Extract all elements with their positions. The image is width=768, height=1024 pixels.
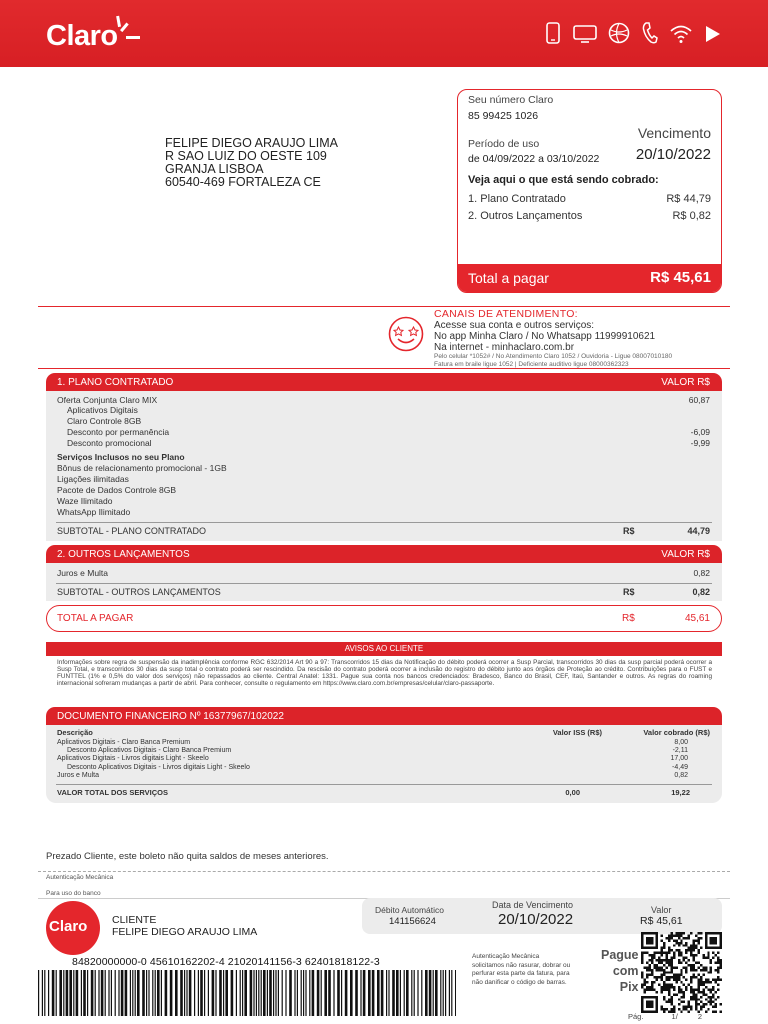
barcode (38, 970, 456, 1016)
periodo-value: de 04/09/2022 a 03/10/2022 (468, 153, 600, 165)
servico-item: Bônus de relacionamento promocional - 1GB (57, 463, 227, 473)
total-pagar-value: 45,61 (684, 613, 710, 624)
play-icon[interactable] (705, 25, 721, 43)
plano-subtotal-currency: R$ (623, 526, 635, 536)
documento-divider (56, 784, 712, 785)
documento-row-value: 8,00 (674, 739, 688, 746)
tv-icon[interactable] (573, 25, 597, 43)
total-a-pagar-bar (458, 264, 721, 292)
canais-atendimento (434, 308, 734, 369)
cut-line (38, 871, 730, 872)
customer-street: R SAO LUIZ DO OESTE 109 (165, 149, 327, 163)
documento-col-cobrado: Valor cobrado (R$) (643, 728, 710, 737)
logo-rays-icon (113, 14, 143, 44)
avisos-text: Informações sobre regra de suspensão da inadimplência conforme RGC 632/2014 Art 90 a 97: Transcorridos 15 dias da Notificação do débito poderá ocorrer a Susp Parcial, transcorridos 30 dias da susp parcial poderá ocorrer a Susp Total, e transcorridos 30 dias da susp total o contrato poderá ser rescindido. Da rescisão do contrato poderá ocorrer a inclusão do registro do débito junto aos órgãos de Proteção ao crédito. Contribuições para o FUST e FUNTTEL (1% e 0,5% do valor dos serviços) não repassados ao cliente. Central Anatel: 1331. Pague sua conta nos bancos credenciados: Bradesco, Banco do Brasil, CEF, Itaú, Santander e outros. As regras do roaming internacional sofreram mudanças a partir de abril. Para conhecer, consulte o regulamento em https://www.claro.com.br/empresas/celular/claro-passaporte. (57, 659, 712, 687)
vencimento-value: 20/10/2022 (635, 146, 711, 163)
documento-section-header (46, 707, 722, 725)
plano-row-value: -6,09 (690, 427, 710, 437)
page-current: 1/ (671, 1012, 678, 1021)
page-label: Pág. (628, 1012, 644, 1021)
canais-title: CANAIS DE ATENDIMENTO: (434, 308, 578, 320)
plano-title: 1. PLANO CONTRATADO (57, 377, 174, 388)
plano-section-body (46, 391, 722, 541)
documento-total-label: VALOR TOTAL DOS SERVIÇOS (57, 788, 168, 797)
servico-item: Waze Ilimitado (57, 496, 113, 506)
customer-district: GRANJA LISBOA (165, 162, 264, 176)
data-vencimento-label: Data de Vencimento (492, 900, 574, 910)
periodo-label: Período de uso (468, 138, 540, 150)
documento-row-value: -4,49 (672, 764, 688, 771)
outros-value-header: VALOR R$ (661, 549, 710, 560)
pix-line2: com (612, 964, 639, 978)
valor-label: Valor (651, 905, 672, 915)
summary-item-plano-value: R$ 44,79 (666, 193, 711, 205)
autenticacao-note: Autenticação Mecânica solicitamos não rasurar, dobrar ou perfurar esta parte da fatura, para não danificar o código de barras. (472, 953, 571, 986)
summary-item-outros-label: 2. Outros Lançamentos (468, 210, 583, 222)
plano-row-value: -9,99 (690, 438, 710, 448)
plano-row: Desconto promocional (67, 438, 152, 448)
outros-row-value: 0,82 (693, 568, 710, 578)
documento-total-iss: 0,00 (565, 788, 580, 797)
payment-info-box (362, 898, 722, 934)
documento-title: DOCUMENTO FINANCEIRO Nº 16377967/102022 (57, 711, 284, 722)
pix-line1: Pague (601, 948, 639, 962)
claro-bank-logo (46, 901, 100, 955)
plano-row: Desconto por permanência (67, 427, 170, 437)
mobile-icon[interactable] (546, 22, 560, 44)
plano-row: Oferta Conjunta Claro MIX (57, 395, 158, 405)
smiley-icon (388, 316, 424, 352)
cliente-nome: FELIPE DIEGO ARAUJO LIMA (112, 926, 258, 938)
documento-col-iss: Valor ISS (R$) (552, 728, 602, 737)
outros-subtotal-value: 0,82 (692, 587, 710, 597)
pague-com-pix (601, 947, 639, 995)
wifi-icon[interactable] (669, 24, 693, 44)
claro-logo: Claro (46, 20, 118, 52)
outros-title: 2. OUTROS LANÇAMENTOS (57, 549, 190, 560)
total-label: Total a pagar (468, 270, 549, 286)
documento-row: Aplicativos Digitais - Claro Banca Premium (57, 739, 191, 746)
outros-divider (56, 583, 712, 584)
debito-value: 141156624 (389, 916, 436, 927)
cliente-label: CLIENTE (112, 914, 157, 926)
customer-address (165, 137, 338, 189)
uso-banco-label: Para uso do banco (46, 890, 101, 897)
plano-value-header: VALOR R$ (661, 377, 710, 388)
documento-row-value: 0,82 (674, 772, 688, 779)
documento-row: Aplicativos Digitais - Livros digitais Light - Skeelo (57, 755, 209, 762)
outros-subtotal-label: SUBTOTAL - OUTROS LANÇAMENTOS (57, 587, 221, 597)
total-pagar-label: TOTAL A PAGAR (57, 613, 134, 624)
canais-small2: Fatura em braile ligue 1052 | Deficiente auditivo ligue 08000362323 (434, 361, 629, 368)
plano-subtotal-label: SUBTOTAL - PLANO CONTRATADO (57, 526, 207, 536)
plano-row: Aplicativos Digitais (67, 405, 138, 415)
internet-icon[interactable] (608, 22, 630, 44)
customer-city: 60540-469 FORTALEZA CE (165, 175, 321, 189)
data-vencimento-value: 20/10/2022 (498, 911, 574, 928)
phone-icon[interactable] (642, 22, 658, 44)
documento-row: Desconto Aplicativos Digitais - Claro Banca Premium (67, 747, 232, 754)
outros-subtotal-currency: R$ (623, 587, 635, 597)
avisos-title: AVISOS AO CLIENTE (46, 642, 722, 656)
plano-divider (56, 522, 712, 523)
page-total: 2 (697, 1012, 703, 1021)
linha-digitavel: 84820000000-0 45610162202-4 21020141156-3 62401818122-3 (72, 956, 380, 968)
plano-row-value: 60,87 (688, 395, 710, 405)
servico-item: Ligações ilimitadas (57, 474, 129, 484)
canais-line2: No app Minha Claro / No Whatsapp 11999910621 (434, 331, 656, 342)
debito-label: Débito Automático (375, 905, 444, 915)
servico-item: WhatsApp Ilimitado (57, 507, 131, 517)
documento-row-value: 17,00 (670, 755, 688, 762)
documento-row: Desconto Aplicativos Digitais - Livros digitais Light - Skeelo (67, 764, 250, 771)
autenticacao-label: Autenticação Mecânica (46, 874, 114, 881)
outros-row: Juros e Multa (57, 568, 109, 578)
outros-section-header (46, 545, 722, 563)
total-pagar-currency: R$ (622, 613, 635, 624)
pix-line3: Pix (619, 980, 639, 994)
plano-section-header (46, 373, 722, 391)
summary-item-outros-value: R$ 0,82 (672, 210, 711, 222)
documento-section-body (46, 725, 722, 803)
prezado-notice: Prezado Cliente, este boleto não quita saldos de meses anteriores. (46, 851, 329, 862)
documento-total-cobrado: 19,22 (671, 788, 690, 797)
canais-line3: Na internet - minhaclaro.com.br (434, 342, 575, 353)
bill-summary-box (457, 89, 722, 293)
page-number (628, 1012, 702, 1021)
pix-qr-code[interactable] (641, 932, 722, 1013)
plano-row: Claro Controle 8GB (67, 416, 142, 426)
header-bar (0, 0, 768, 67)
numero-label: Seu número Claro (468, 94, 554, 106)
servicos-title: Serviços Inclusos no seu Plano (57, 452, 185, 462)
divider-top (38, 306, 730, 307)
total-a-pagar-row (46, 605, 722, 632)
vencimento-label: Vencimento (637, 125, 711, 141)
cliente-block (112, 914, 257, 938)
documento-row-value: -2,11 (672, 747, 688, 754)
bank-logo-text: Claro (49, 918, 88, 935)
divider-mid (38, 368, 730, 369)
plano-subtotal-value: 44,79 (687, 526, 710, 536)
canais-small1: Pelo celular *1052# / No Atendimento Claro 1052 / Ouvidoria - Ligue 08007010180 (434, 353, 673, 360)
summary-item-plano-label: 1. Plano Contratado (468, 193, 566, 205)
total-value: R$ 45,61 (650, 269, 711, 286)
documento-col-desc: Descrição (57, 728, 93, 737)
numero-value: 85 99425 1026 (468, 110, 539, 122)
customer-name: FELIPE DIEGO ARAUJO LIMA (165, 136, 338, 150)
documento-row: Juros e Multa (57, 772, 100, 779)
outros-section-body (46, 563, 722, 601)
cobrado-label: Veja aqui o que está sendo cobrado: (468, 174, 659, 186)
servico-item: Pacote de Dados Controle 8GB (57, 485, 177, 495)
valor-value: R$ 45,61 (640, 915, 683, 927)
canais-line1: Acesse sua conta e outros serviços: (434, 320, 595, 331)
